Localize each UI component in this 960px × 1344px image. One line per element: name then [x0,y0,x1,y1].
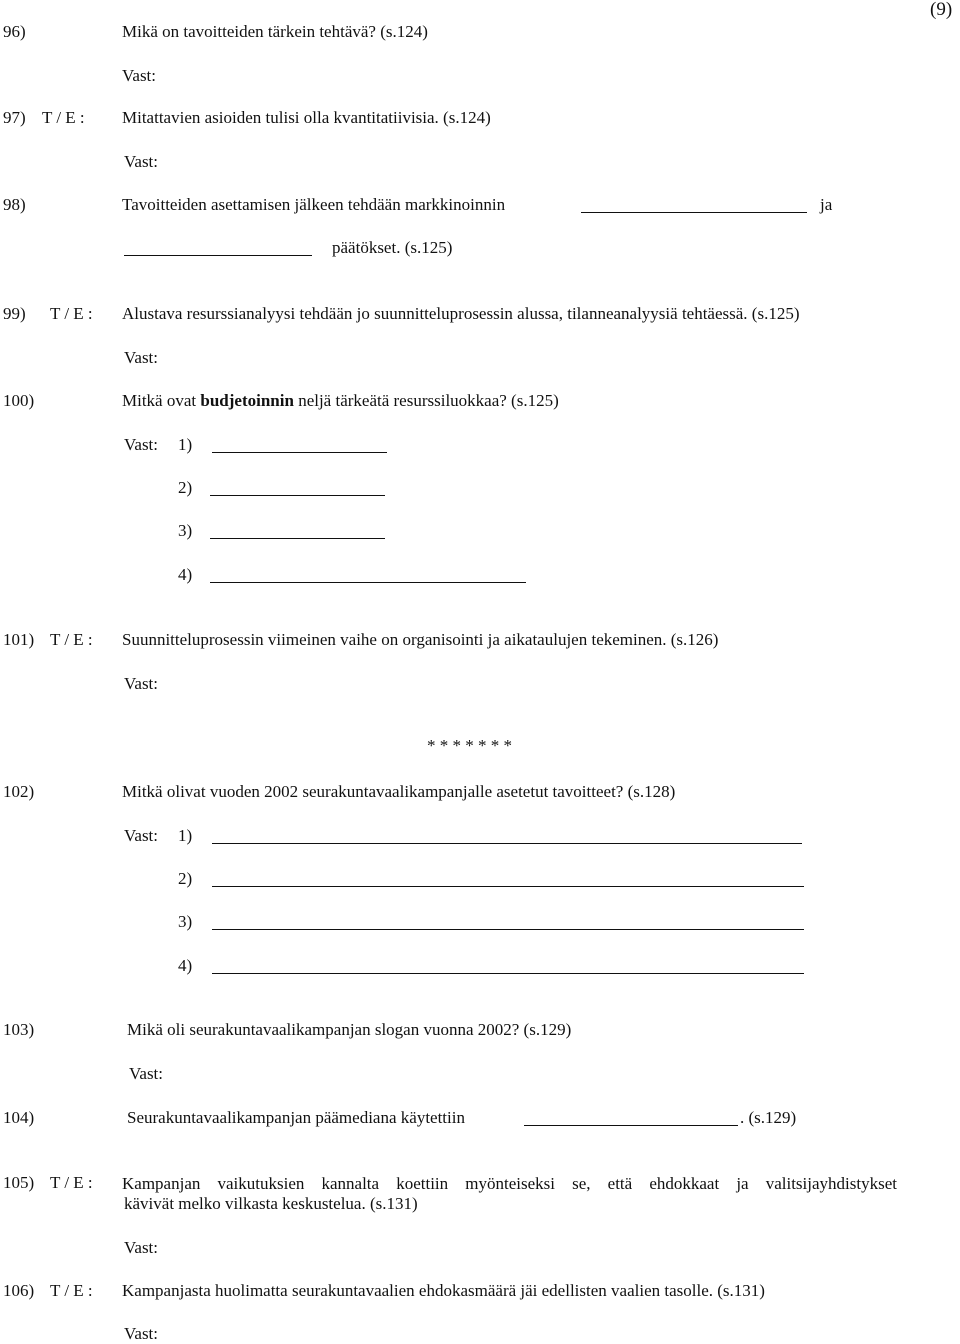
question-99-text: Alustava resurssianalyysi tehdään jo suunnitteluprosessin alussa, tilanneanalyysiä tehtäessä. (s.125) [122,304,800,323]
question-97-number: 97) [3,108,26,127]
question-103-text: Mikä oli seurakuntavaalikampanjan slogan vuonna 2002? (s.129) [127,1020,572,1039]
question-98-blank-1[interactable] [581,212,807,213]
question-102-item-3: 3) [178,912,193,931]
question-98-number: 98) [3,195,26,214]
page-number: (9) [930,0,953,20]
question-100-item-2: 2) [178,478,193,497]
question-102-item-1: 1) [178,826,193,845]
answer-label-102: Vast: [124,826,158,845]
question-100-item-1: 1) [178,435,193,454]
answer-label-96: Vast: [122,66,156,85]
question-96-text: Mikä on tavoitteiden tärkein tehtävä? (s.124) [122,22,428,41]
question-105-text-line2: kävivät melko vilkasta keskustelua. (s.131) [124,1194,418,1213]
question-102-blank-3[interactable] [212,929,804,930]
question-99-tag: T / E : [50,304,93,323]
question-98-text-c: päätökset. (s.125) [332,238,453,257]
question-100-number: 100) [3,391,35,410]
answer-label-99: Vast: [124,348,158,367]
question-100-blank-1[interactable] [212,452,387,453]
question-100-item-4: 4) [178,565,193,584]
question-100-blank-3[interactable] [210,538,385,539]
question-102-item-4: 4) [178,956,193,975]
answer-label-106: Vast: [124,1324,158,1343]
question-106-tag: T / E : [50,1281,93,1300]
question-104-blank[interactable] [524,1125,738,1126]
section-separator: * * * * * * * [427,736,512,755]
question-106-text: Kampanjasta huolimatta seurakuntavaalien ehdokasmäärä jäi edellisten vaalien tasolle. (s.131) [122,1281,765,1300]
question-102-blank-1[interactable] [212,843,802,844]
question-100-blank-4[interactable] [210,582,526,583]
question-102-blank-4[interactable] [212,973,804,974]
question-98-blank-2[interactable] [124,255,312,256]
answer-label-105: Vast: [124,1238,158,1257]
question-102-item-2: 2) [178,869,193,888]
question-105-tag: T / E : [50,1173,93,1192]
question-101-number: 101) [3,630,35,649]
question-106-number: 106) [3,1281,35,1300]
question-98-text-a: Tavoitteiden asettamisen jälkeen tehdään markkinoinnin [122,195,506,214]
question-97-text: Mitattavien asioiden tulisi olla kvantitatiivisia. (s.124) [122,108,491,127]
answer-label-101: Vast: [124,674,158,693]
question-98-text-b: ja [820,195,833,214]
answer-label-100: Vast: [124,435,158,454]
question-102-number: 102) [3,782,35,801]
question-101-text: Suunnitteluprosessin viimeinen vaihe on organisointi ja aikataulujen tekeminen. (s.126) [122,630,719,649]
question-96-number: 96) [3,22,26,41]
question-104-text-a: Seurakuntavaalikampanjan päämediana käytettiin [127,1108,465,1127]
question-100-blank-2[interactable] [210,495,385,496]
answer-label-103: Vast: [129,1064,163,1083]
question-97-tag: T / E : [42,108,85,127]
question-105-number: 105) [3,1173,35,1192]
question-101-tag: T / E : [50,630,93,649]
question-105-text: Kampanjan vaikutuksien kannalta koettiin myönteiseksi se, että ehdokkaat ja valitsijayhdistykset [122,1174,897,1193]
question-100-item-3: 3) [178,521,193,540]
question-99-number: 99) [3,304,26,323]
question-104-text-b: . (s.129) [740,1108,797,1127]
question-100-text: Mitkä ovat budjetoinnin neljä tärkeätä resurssiluokkaa? (s.125) [122,391,559,410]
question-103-number: 103) [3,1020,35,1039]
answer-label-97: Vast: [124,152,158,171]
question-104-number: 104) [3,1108,35,1127]
question-102-text: Mitkä olivat vuoden 2002 seurakuntavaalikampanjalle asetetut tavoitteet? (s.128) [122,782,676,801]
question-102-blank-2[interactable] [212,886,804,887]
